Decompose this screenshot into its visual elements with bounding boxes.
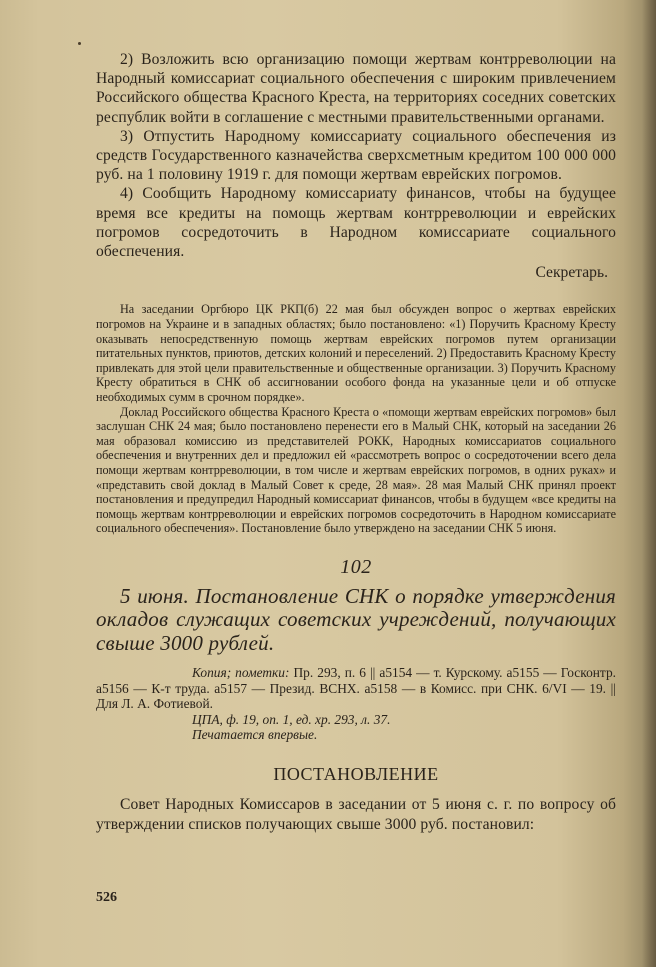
signature: Секретарь. (535, 264, 608, 282)
source-text: Пр. 293, п. 6 || а5154 — т. Курскому. а5155 — Госконтр. а5156 — К-т труда. а5157 — Презид. ВСНХ. а5158 — в Комисс. при СНК. 6/VI — 19. || Для Л. А. Фотиевой. (96, 665, 616, 712)
paragraph-2: 2) Возложить всю организацию помощи жертвам контрреволюции на Народный комиссариат социального обеспечения с широким привлечением Российского общества Красного Креста, на территориях соседних советских республик войти в соглашение с местными правительственными органами. (96, 51, 616, 126)
paragraph-3: 3) Отпустить Народному комиссариату социального обеспечения из средств Государственного казначейства сверхсметным кредитом 100 000 000 руб. на 1 половину 1919 г. для помощи жертвам еврейских погромов. (96, 127, 616, 184)
text-column (96, 50, 616, 834)
note-red-cross-report: Доклад Российского общества Красного Креста о «помощи жертвам еврейских погромов» был заслушан СНК 24 мая; было постановлено перенести его в Малый СНК, который на заседании 26 мая образовал комиссию из представителей РОКК, Народных комиссариатов социального обеспечения и внутренних дел и предложил ей «рассмотреть вопрос о сосредоточении всего дела помощи жертвам контрреволюции, в том числе и жертвам еврейских погромов, в одних руках» и «представить свой доклад в Малый Совет к среде, 28 мая». 28 мая Малый СНК принял проект постановления и предупредил Народный комиссариат финансов, чтобы в будущем «все кредиты на помощь жертвам контрреволюции и еврейских погромов сосредоточить в Народном комиссариате социального обеспечения». Постановление было утверждено на заседании СНК 5 июня. (96, 404, 616, 536)
editorial-notes (96, 302, 616, 536)
page-number: 526 (96, 890, 117, 905)
source-archive: ЦПА, ф. 19, оп. 1, ед. хр. 293, л. 37. (192, 711, 391, 727)
paragraph-4: 4) Сообщить Народному комиссариату финансов, чтобы на будущее время все кредиты на помощь жертвам контрреволюции и еврейских погромов сосредоточить в Народном комиссариате социального обеспечения. (96, 185, 616, 261)
source-block (96, 665, 616, 742)
decree-text: Совет Народных Комиссаров в заседании от 5 июня с. г. по вопросу об утверждении списков получающих свыше 3000 руб. постановил: (96, 796, 616, 833)
binding-shadow (642, 0, 656, 967)
document-number: 102 (340, 555, 372, 578)
source-copy-line (96, 665, 616, 711)
source-label: Копия; пометки: (192, 665, 290, 681)
document-heading: 5 июня. Постановление СНК о порядке утверждения окладов служащих советских учреждений, получающих свыше 3000 рублей. (96, 583, 616, 655)
print-speck (78, 42, 81, 45)
decree-title: ПОСТАНОВЛЕНИЕ (273, 764, 439, 785)
source-published: Печатается впервые. (192, 727, 318, 743)
note-orgburo: На заседании Оргбюро ЦК РКП(б) 22 мая был обсужден вопрос о жертвах еврейских погромов на Украине и в западных областях; было постановлено: «1) Поручить Красному Кресту оказывать непосредственную помощь жертвам еврейских погромов путем организации питательных пунктов, приютов, детских колоний и переселений. 2) Предоставить Красному Кресту привлекать для этой цели правительственные и общественные организации. 3) Поручить Красному Кресту обратиться в СНК об ассигновании особого фонда на указанные цели и об отпуске необходимых сумм в срочном порядке». (96, 302, 616, 404)
